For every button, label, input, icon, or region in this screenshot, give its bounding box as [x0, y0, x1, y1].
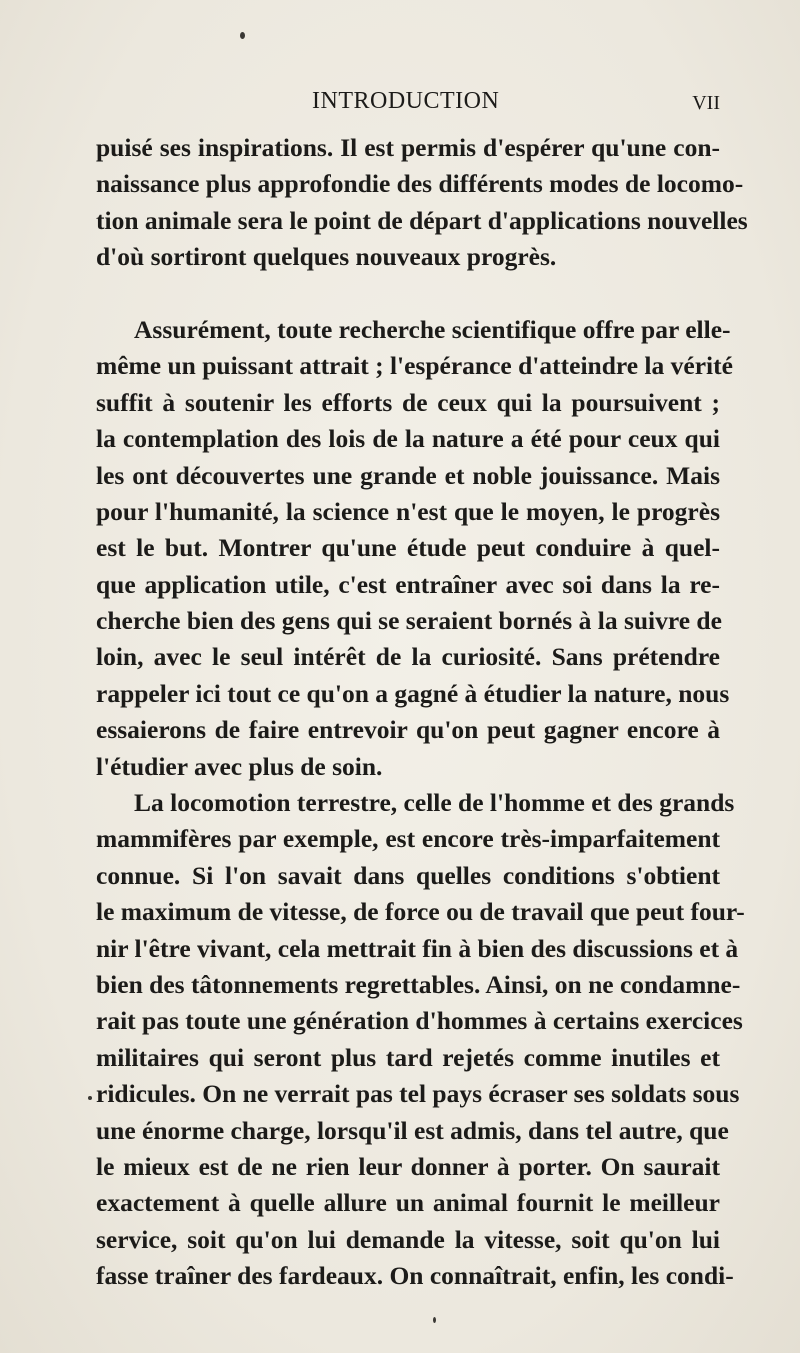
paragraph-gap: [96, 276, 720, 312]
text-line: essaierons de faire entrevoir qu'on peut gagner encore à: [96, 715, 720, 745]
ink-speck: [88, 1096, 92, 1100]
text-line: d'où sortiront quelques nouveaux progrès.: [96, 242, 557, 272]
text-line: tion animale sera le point de départ d'applications nouvelles: [96, 205, 748, 235]
text-line: une énorme charge, lorsqu'il est admis, dans tel autre, que: [96, 1115, 729, 1145]
text-line: militaires qui seront plus tard rejetés comme inutiles et: [96, 1042, 720, 1072]
text-line: rait pas toute une génération d'hommes à certains exercices: [96, 1006, 743, 1036]
page-header: [96, 86, 720, 116]
text-line: le maximum de vitesse, de force ou de travail que peut four-: [96, 897, 745, 927]
text-line: fasse traîner des fardeaux. On connaîtrait, enfin, les condi-: [96, 1261, 734, 1291]
running-title: INTRODUCTION: [312, 88, 500, 114]
text-line: même un puissant attrait ; l'espérance d'atteindre la vérité: [96, 351, 733, 381]
text-line: que application utile, c'est entraîner avec soi dans la re-: [96, 569, 720, 599]
text-line: connue. Si l'on savait dans quelles conditions s'obtient: [96, 860, 720, 890]
text-line: mammifères par exemple, est encore très-imparfaitement: [96, 824, 720, 854]
text-line: puisé ses inspirations. Il est permis d'espérer qu'une con-: [96, 133, 720, 162]
paragraph-1: [96, 130, 748, 276]
text-line: pour l'humanité, la science n'est que le moyen, le progrès: [96, 496, 720, 526]
text-line: le mieux est de ne rien leur donner à porter. On saurait: [96, 1151, 720, 1181]
paragraph-2: [96, 312, 733, 785]
text-line: naissance plus approfondie des différents modes de locomo-: [96, 169, 744, 199]
text-line: exactement à quelle allure un animal fournit le meilleur: [96, 1188, 720, 1218]
text-line: les ont découvertes une grande et noble jouissance. Mais: [96, 460, 720, 490]
text-line: nir l'être vivant, cela mettrait fin à bien des discussions et à: [96, 933, 739, 963]
text-line: l'étudier avec plus de soin.: [96, 751, 383, 781]
text-line: loin, avec le seul intérêt de la curiosité. Sans prétendre: [96, 642, 720, 672]
text-line: rappeler ici tout ce qu'on a gagné à étudier la nature, nous: [96, 678, 730, 708]
body-text: [96, 130, 748, 1295]
text-line: service, soit qu'on lui demande la vitesse, soit qu'on lui: [96, 1224, 720, 1254]
text-line: Assurément, toute recherche scientifique offre par elle-: [134, 314, 731, 344]
text-line: suffit à soutenir les efforts de ceux qui la poursuivent ;: [96, 387, 720, 417]
ink-speck: [240, 32, 245, 39]
paragraph-3: [96, 785, 745, 1294]
text-line: ridicules. On ne verrait pas tel pays écraser ses soldats sous: [96, 1079, 740, 1109]
text-line: La locomotion terrestre, celle de l'homme et des grands: [134, 788, 735, 818]
text-line: est le but. Montrer qu'une étude peut conduire à quel-: [96, 533, 720, 563]
text-line: bien des tâtonnements regrettables. Ainsi, on ne condamne-: [96, 969, 741, 999]
text-line: la contemplation des lois de la nature a été pour ceux qui: [96, 424, 720, 454]
ink-speck: [433, 1317, 436, 1323]
text-line: cherche bien des gens qui se seraient bornés à la suivre de: [96, 606, 722, 636]
page-number: VII: [692, 92, 720, 114]
